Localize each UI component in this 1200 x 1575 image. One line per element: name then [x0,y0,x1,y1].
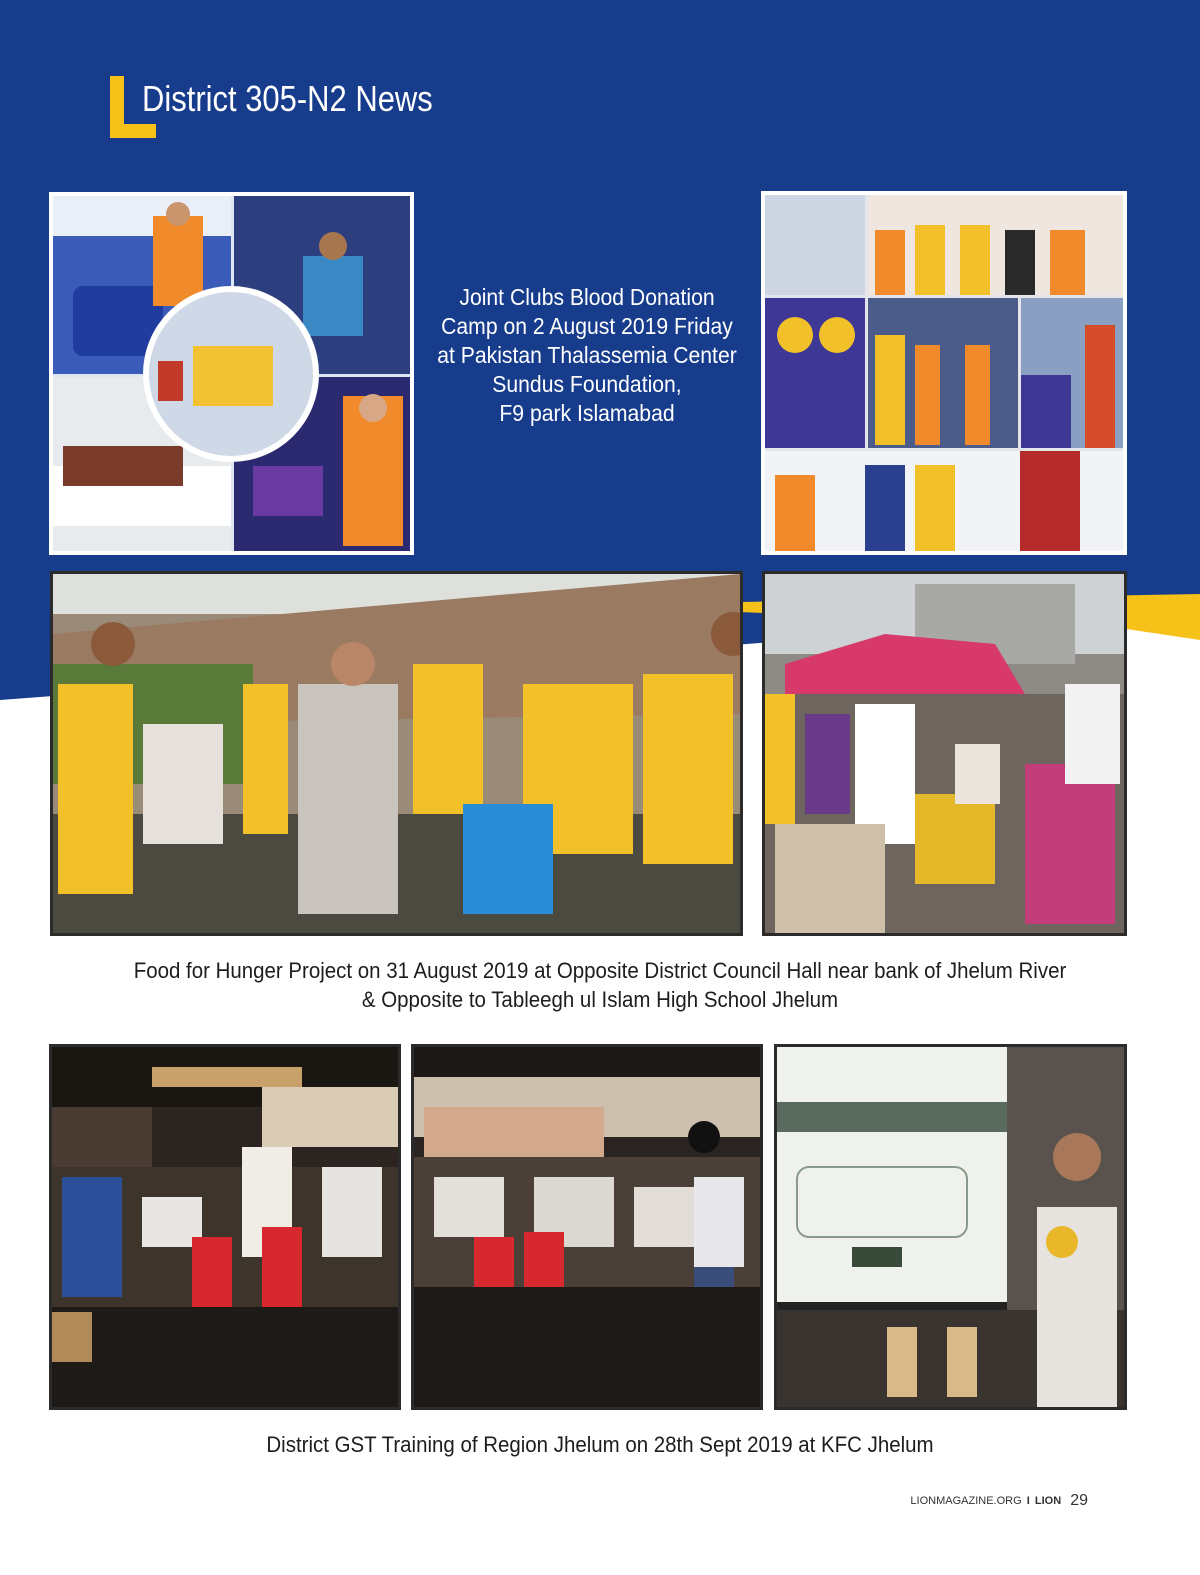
tent-families-photo [762,571,1127,936]
caption-line: Camp on 2 August 2019 Friday [441,313,733,339]
blood-donation-collage-photo [49,192,414,555]
footer-separator: I [1026,1495,1030,1507]
presentation-photo [774,1044,1127,1410]
food-for-hunger-caption [70,956,1130,1014]
caption-line: & Opposite to Tableegh ul Islam High School Jhelum [361,987,839,1012]
caption-line: Joint Clubs Blood Donation [459,284,715,310]
page-footer [910,1492,1088,1510]
food-distribution-photo [50,571,743,936]
caption-line: at Pakistan Thalassemia Center [437,342,737,368]
header-accent-foot [110,124,156,138]
training-room-photo-2 [411,1044,763,1410]
footer-publication: LION [1034,1495,1062,1507]
blood-donation-caption [435,283,739,428]
caption-line: Food for Hunger Project on 31 August 2019 at Opposite District Council Hall near bank of Jhelum River [133,958,1067,983]
page-title: District 305-N2 News [142,78,433,119]
training-room-photo-1 [49,1044,401,1410]
gst-training-caption [70,1430,1130,1459]
page-number: 29 [1070,1492,1088,1509]
footer-site: LIONMAGAZINE.ORG [910,1495,1022,1507]
caption-line: F9 park Islamabad [499,400,675,426]
caption-line: Sundus Foundation, [492,371,682,397]
caption-line: District GST Training of Region Jhelum on 28th Sept 2019 at KFC Jhelum [266,1432,934,1457]
blood-camp-group-collage-photo [761,191,1127,555]
